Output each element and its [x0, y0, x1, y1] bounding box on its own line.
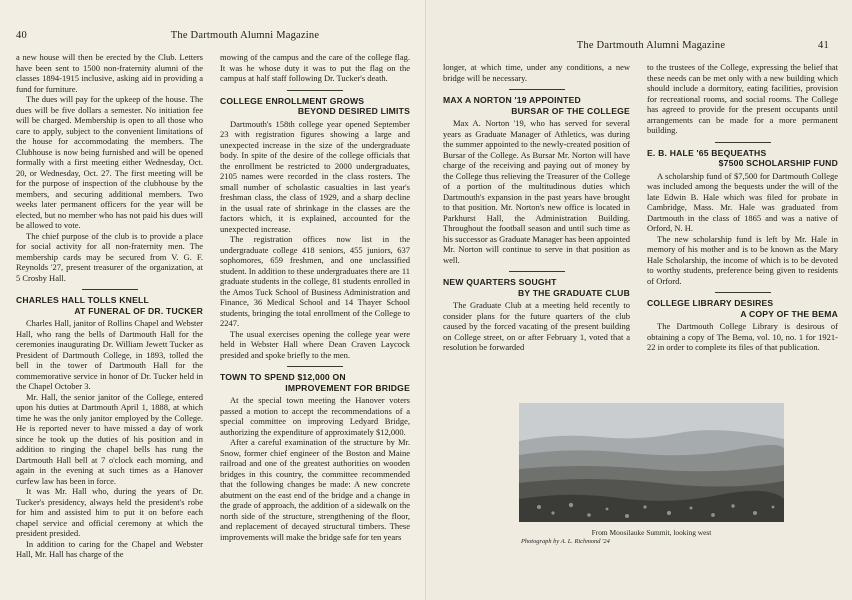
paragraph: In addition to caring for the Chapel and Webster Hall, Mr. Hall has charge of the: [16, 538, 203, 559]
paragraph: At the special town meeting the Hanover voters passed a motion to accept the recommendations of a special committee on improving Ledyard Bridge, authorizing the expenditure of approximately $12,000.: [220, 395, 410, 437]
photo-caption: [519, 528, 784, 546]
paragraph: to the trustees of the College, expressing the belief that these needs can be met only with a new building which should include a dormitory, eating facilities, provision for recreational rooms, and social rooms. The College has agreed to provide for the present occupants until arrangements can be made for a more permanent building.: [647, 62, 838, 135]
moosilauke-photo: [519, 403, 784, 522]
paragraph: The new scholarship fund is left by Mr. Hale in memory of his mother and is to be known as the Mary Hale Scholarship, the income of which is to be devoted to worthy students, preference being given to residents of Orford.: [647, 233, 838, 286]
paragraph: longer, at which time, under any conditions, a new bridge will be necessary.: [443, 62, 630, 83]
paragraph: mowing of the campus and the care of the college flag. It was he whose duty it was to put the flag on the campus at half staff following Dr. Tucker's death.: [220, 52, 410, 83]
divider: [715, 292, 771, 293]
article-heading-charles-hall: CHARLES HALL TOLLS KNELL AT FUNERAL OF DR. TUCKER: [16, 295, 203, 316]
caption-text: From Moosilauke Summit, looking west: [591, 528, 712, 537]
photo-credit: Photograph by A. L. Richmond '24: [521, 538, 610, 545]
left-column-1: [16, 52, 203, 560]
page-number-left: 40: [16, 30, 27, 41]
divider: [287, 366, 343, 367]
paragraph: The Dartmouth College Library is desirous of obtaining a copy of The Bema, vol. 10, no. 1 for 1921-22 in order to complete its files of that publication.: [647, 321, 838, 352]
paragraph: The chief purpose of the club is to provide a place for social activity for all non-fraternity men. The membership cards may be secured from V. G. F. Reynolds '27, present treasurer of the organization, at 5 Crosby Hall.: [16, 230, 203, 283]
paragraph: A scholarship fund of $7,500 for Dartmouth College was included among the bequests under the will of the late Edwin B. Hale which was filed for probate in Cambridge, Mass. Mr. Hale was graduated from Dartmouth in the class of 1865 and was a native of Orford, N. H.: [647, 170, 838, 233]
article-heading-library: COLLEGE LIBRARY DESIRES A COPY OF THE BEMA: [647, 298, 838, 319]
paragraph: Max A. Norton '19, who has served for several years as Graduate Manager of Athletics, was during the summer appointed to the newly-created position of Bursar of the College. As Bursar Mr. Norton will have charge of the receiving and paying out of money by the College thus relieving the Treasurer of the College of a portion of the multitudinous duties which Dartmouth's expansion in the past years have brought to that position. Mr. Norton's new office is located in Parkhurst Hall, the Administration Building. Throughout the football season and until such time as his successor as Graduate Manager has been appointed Mr. Norton will continue to serve in that position as well.: [443, 118, 630, 265]
paragraph: The usual exercises opening the college year were held in Webster Hall where Dean Craven Laycock presided and spoke briefly to the men.: [220, 328, 410, 360]
landscape-image: [519, 403, 784, 522]
paragraph: It was Mr. Hall who, during the years of Dr. Tucker's presidency, always held the president's robe for him and assisted him to put it on before each chapel service and official ceremony at which the president presided.: [16, 486, 203, 538]
divider: [509, 271, 565, 272]
paragraph: Charles Hall, janitor of Rollins Chapel and Webster Hall, who rang the bells of Dartmouth Hall for the ceremonies inaugurating Dr. William Jewett Tucker as President of Dartmouth College, in 1893, tolled the bell in the tower of Dartmouth Hall for the commemorative service in honor of Dr. Tucker held in the Chapel October 3.: [16, 318, 203, 391]
divider: [509, 89, 565, 90]
paragraph: The registration offices now list in the undergraduate college 418 seniors, 455 juniors, 637 sophomores, 659 freshmen, and one unclassified student. In addition to these undergraduates there are 11 graduate students in the college, 81 students enrolled in the Amos Tuck School of Business Administration and Finance, 36 Medical School and 14 Thayer School students, bringing the total enrollment of the College to 2247.: [220, 234, 411, 328]
right-column-2: [647, 62, 838, 353]
divider: [715, 142, 771, 143]
divider: [82, 289, 138, 290]
article-heading-bridge: TOWN TO SPEND $12,000 ON IMPROVEMENT FOR BRIDGE: [220, 372, 410, 393]
page-number-right: 41: [818, 40, 829, 51]
paragraph: The Graduate Club at a meeting held recently to consider plans for the future quarters of the club caused by the forced vacating of the present building on College street, on or after February 1, voted that a resolution be forwarded: [443, 300, 630, 352]
paragraph: Mr. Hall, the senior janitor of the College, entered upon his duties at Dartmouth April 1, 1888, at which time he was the only janitor employed by the College. He is reported never to have missed a day of work since he took up the duties of his position and in addition to ringing the chapel bells has rung the Dartmouth Hall bell at 7 o'clock each morning, and again in the evening at such times as a Hanover curfew law has been in force.: [16, 391, 203, 486]
paragraph: Dartmouth's 158th college year opened September 23 with registration figures showing a large and unexpected increase in the size of the undergraduate body. In spite of the desire of the college officials that the enrollment be restricted to 2000 undergraduates, 2105 names were recorded in the class rosters. The small number of scholastic casualties in last year's freshman class, the class of 1929, and a sharp decline in the usual rate of shrinkage in the classes are the factors which, it is explained, accounted for the unexpected increase.: [220, 118, 410, 234]
running-title-left: The Dartmouth Alumni Magazine: [170, 30, 320, 41]
paragraph: a new house will then be erected by the Club. Letters have been sent to 1500 non-fraternity alumni of the classes 1894-1915 inclusive, asking aid in providing a fund for furniture.: [16, 52, 203, 94]
article-heading-norton: MAX A NORTON '19 APPOINTED BURSAR OF THE COLLEGE: [443, 95, 630, 116]
running-title-right: The Dartmouth Alumni Magazine: [576, 40, 726, 51]
left-column-2: [220, 52, 410, 542]
divider: [287, 90, 343, 91]
paragraph: After a careful examination of the structure by Mr. Snow, former chief engineer of the Boston and Maine railroad and one of the greatest authorities on wooden bridges in this country, the committee recommended that the following changes be made: A new concrete abutment on the east end of the bridge and a change in the grade of approach, the addition of a sidewalk on the north side of the structure, strengthening of the floor, and replacement of decayed structural timbers. These improvements will make the bridge safe for ten years: [220, 437, 410, 542]
article-heading-enrollment: COLLEGE ENROLLMENT GROWS BEYOND DESIRED LIMITS: [220, 95, 410, 116]
left-page: [0, 0, 425, 600]
paragraph: The dues will pay for the upkeep of the house. The dues will be five dollars a semester. No initiation fee will be charged. Membership is open to all those who care to apply, subject to the convenient limitations of the house for accommodating the members. The Clubhouse is now being furnished and will be opened formally with a first meeting either Wednesday, Oct. 20, or Wednesday, Oct. 27. The first meeting will be for the purpose of inspection of the clubhouse by the members, and securing additional members. Two weeks later permanent officers for the year will be elected, but no member who has not paid his dues will be allowed to vote.: [16, 94, 203, 230]
article-heading-hale: E. B. HALE '65 BEQUEATHS $7500 SCHOLARSHIP FUND: [647, 147, 838, 168]
right-column-1: [443, 62, 630, 353]
article-heading-graduate-club: NEW QUARTERS SOUGHT BY THE GRADUATE CLUB: [443, 277, 630, 298]
